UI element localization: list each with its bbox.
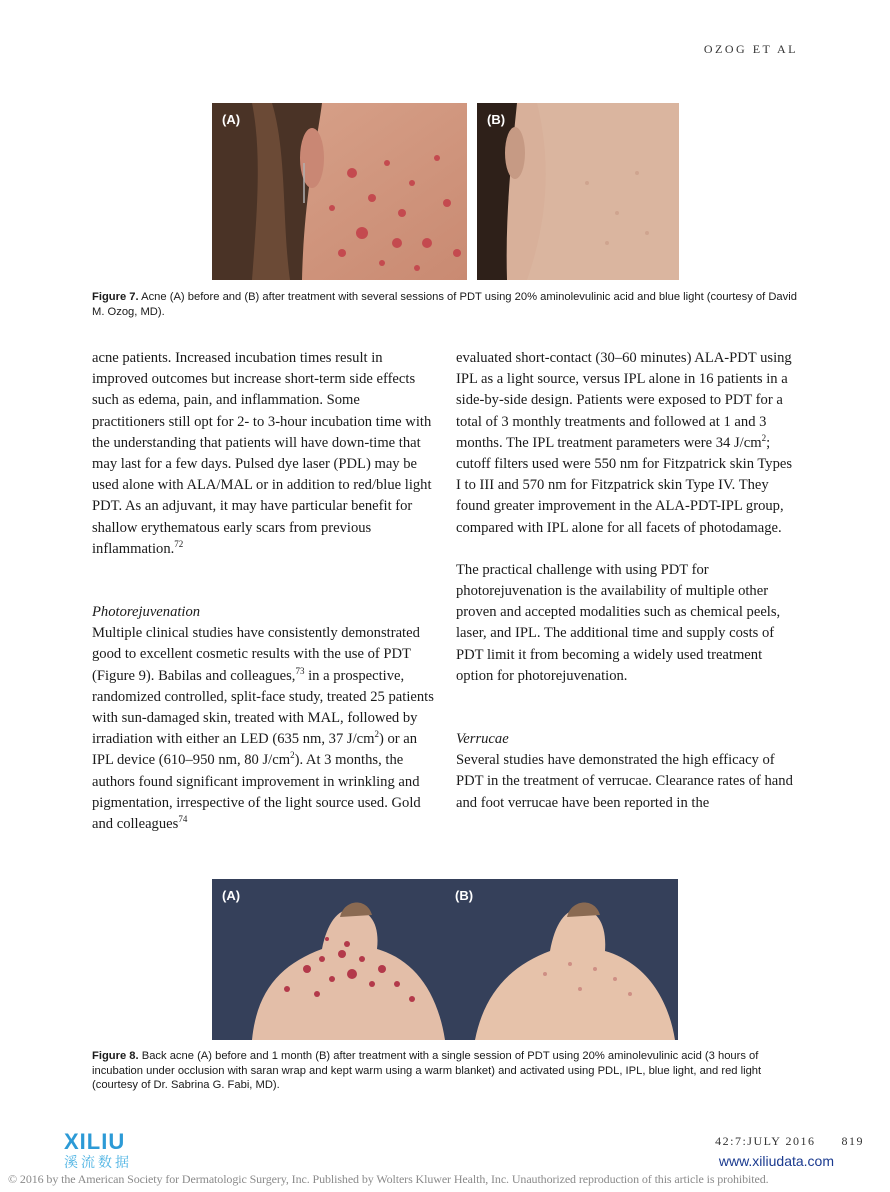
xiliu-logo	[64, 1130, 154, 1176]
left-para-2-text-a: Multiple clinical studies have consistently demonstrated good to excellent cosmetic results with the use of PDT (Figure 9). Babilas and colleagues,	[92, 625, 420, 684]
figure-7-panel-b	[477, 103, 679, 280]
heading-verrucae: Verrucae	[456, 731, 509, 748]
right-para-2: The practical challenge with using PDT for photorejuvenation is the availability of multiple other proven and accepted modalities such as chemical peels, laser, and IPL. The additional time and supply costs of PDT limit it from becoming a widely used treatment option for photorejuvenation.	[456, 561, 781, 684]
left-para-1-text: acne patients. Increased incubation times result in improved outcomes but increase short-term side effects such as edema, pain, and inflammation. Some practitioners still opt for 2- to 3-hour incubation time with the understanding that patients will have down-time that may last for a few days. Pulsed dye laser (PDL) may be used alone with ALA/MAL or in addition to red/blue light PDT. As an adjuvant, it may have particular benefit for shallow erythematous early scars from previous inflammation.	[92, 350, 432, 557]
figure-7	[212, 103, 679, 280]
logo-english: XILIU	[64, 1129, 126, 1154]
figure-7-label-b: (B)	[487, 112, 506, 127]
figure-8-photo-a	[212, 879, 445, 1040]
running-head: OZOG ET AL	[703, 42, 798, 56]
figure-8-caption	[92, 1049, 804, 1093]
watermark-url-link[interactable]: www.xiliudata.com	[718, 1153, 834, 1169]
right-para-1	[456, 348, 800, 539]
figure-8-panel-a	[212, 879, 445, 1040]
left-column	[92, 348, 436, 835]
figure-7-photo-a	[212, 103, 467, 280]
left-para-2	[92, 623, 436, 835]
figure-7-caption-text: Acne (A) before and (B) after treatment with several sessions of PDT using 20% aminolevulinic acid and blue light (courtesy of David M. Ozog, MD).	[92, 291, 797, 318]
heading-photorejuvenation: Photorejuvenation	[92, 604, 201, 621]
figure-8-label-a: (A)	[222, 888, 241, 903]
figure-8-panel-b	[445, 879, 678, 1040]
left-para-1	[92, 348, 436, 560]
right-para-3: Several studies have demonstrated the high efficacy of PDT in the treatment of verrucae. Clearance rates of hand and foot verrucae have been reported in the	[456, 752, 793, 811]
left-para-2-text-b: in a prospective, randomized controlled, split-face study, treated 25 patients with sun-damaged skin, treated with MAL, followed by irradiation with either an LED (635 nm, 37 J/cm	[92, 667, 434, 748]
figure-7-caption	[92, 290, 804, 319]
figure-8-photo-b	[445, 879, 678, 1040]
copyright-notice: © 2016 by the American Society for Dermatologic Surgery, Inc. Published by Wolters Kluwer Health, Inc. Unauthorized reproduction of this article is prohibited.	[8, 1172, 769, 1186]
figure-8-label-b: (B)	[455, 888, 474, 903]
figure-8-caption-lead: Figure 8.	[92, 1050, 139, 1062]
footer-issue-page	[715, 1134, 864, 1149]
figure-7-label-a: (A)	[222, 112, 241, 127]
left-para-2-text-c: ) or an IPL device (610–950 nm, 80 J/cm	[92, 731, 418, 769]
figure-7-caption-lead: Figure 7.	[92, 291, 139, 303]
figure-8-caption-text: Back acne (A) before and 1 month (B) after treatment with a single session of PDT using 20% aminolevulinic acid (3 hours of incubation under occlusion with saran wrap and kept warm using a warm blanket) and activated using PDL, IPL, blue light, and red light (courtesy of Dr. Sabrina G. Fabi, MD).	[92, 1050, 762, 1091]
right-para-1-text-b: ; cutoff filters used were 550 nm for Fitzpatrick skin Types I to III and 570 nm for Fitzpatrick skin Type IV. They found greater improvement in the ALA-PDT-IPL group, compared with IPL alone for all facets of photodamage.	[456, 434, 793, 536]
ref-73: 73	[295, 665, 305, 676]
figure-7-panel-a	[212, 103, 467, 280]
figure-8	[212, 879, 678, 1040]
sup-2-c: 2	[761, 432, 767, 443]
page-number: 819	[841, 1134, 864, 1148]
left-para-2-text-d: ). At 3 months, the authors found significant improvement in wrinkling and pigmentation, irrespective of the light source used. Gold and colleagues	[92, 752, 421, 833]
issue-date: 42:7:JULY 2016	[715, 1134, 816, 1148]
right-para-1-text-a: evaluated short-contact (30–60 minutes) ALA-PDT using IPL as a light source, versus IPL alone in 16 patients in a side-by-side design. Patients were exposed to PDT for a total of 3 monthly treatments and followed at 1 and 3 months. The IPL treatment parameters were 34 J/cm	[456, 350, 792, 451]
sup-2-b: 2	[290, 750, 295, 761]
logo-chinese: 溪流数据	[64, 1155, 132, 1171]
right-column	[456, 348, 800, 814]
ref-72: 72	[174, 538, 184, 549]
ref-74: 74	[178, 814, 188, 825]
figure-7-photo-b	[477, 103, 679, 280]
sup-2-a: 2	[374, 729, 379, 740]
